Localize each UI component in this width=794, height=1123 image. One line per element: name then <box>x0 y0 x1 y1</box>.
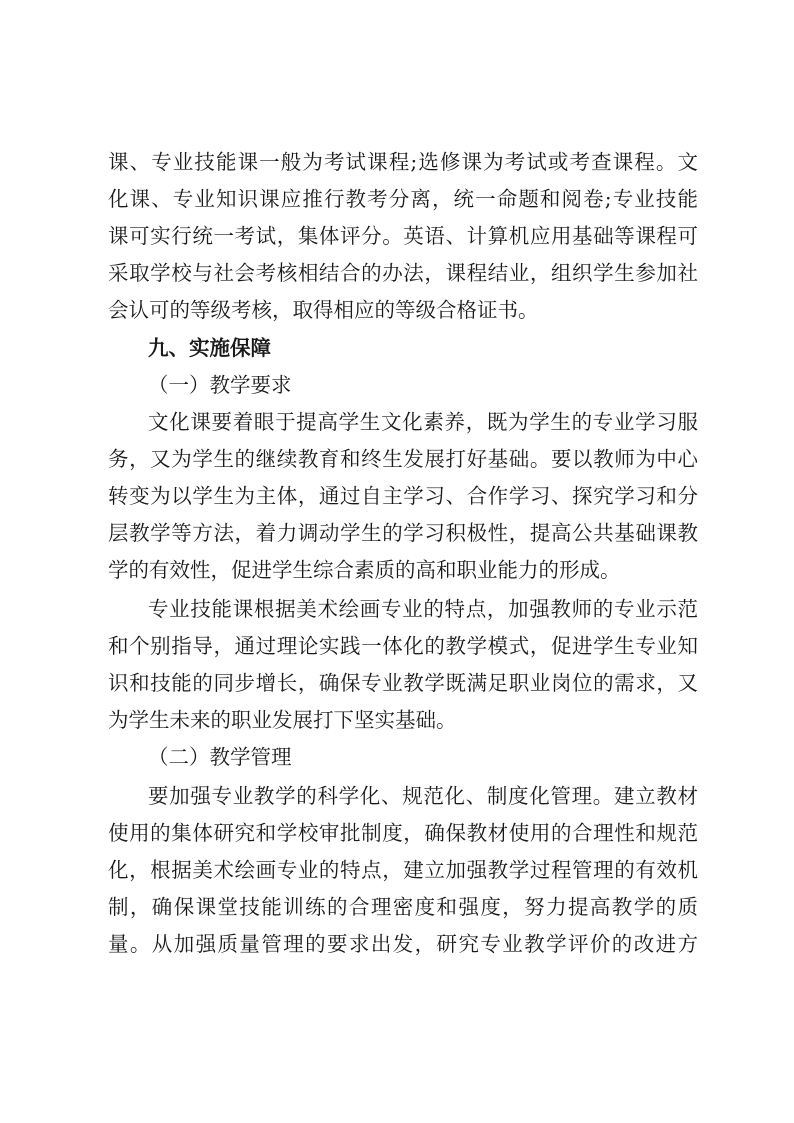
section-heading: 九、实施保障 <box>148 336 271 360</box>
para-line: 课可实行统一考试，集体评分。英语、计算机应用基础等课程可 <box>108 224 698 248</box>
para-line: 量。从加强质量管理的要求出发，研究专业教学评价的改进方 <box>108 932 698 956</box>
para-line-last: 为学生未来的职业发展打下坚实基础。 <box>108 708 457 732</box>
para-line: 和个别指导，通过理论实践一体化的教学模式，促进学生专业知 <box>108 634 698 658</box>
subsection-heading: （二）教学管理 <box>148 745 292 769</box>
para-line: 采取学校与社会考核相结合的办法，课程结业，组织学生参加社 <box>108 261 698 285</box>
para-line: 制，确保课堂技能训练的合理密度和强度，努力提高教学的质 <box>108 895 698 919</box>
subsection-heading: （一）教学要求 <box>148 373 292 397</box>
para-line: 转变为以学生为主体，通过自主学习、合作学习、探究学习和分 <box>108 484 698 508</box>
para-line: 课、专业技能课一般为考试课程;选修课为考试或考查课程。文 <box>108 150 698 174</box>
para-line-first: 文化课要着眼于提高学生文化素养，既为学生的专业学习服 <box>148 410 698 434</box>
para-line-first: 专业技能课根据美术绘画专业的特点，加强教师的专业示范 <box>148 597 698 621</box>
para-line: 层教学等方法，着力调动学生的学习积极性，提高公共基础课教 <box>108 521 698 545</box>
para-line: 化，根据美术绘画专业的特点，建立加强教学过程管理的有效机 <box>108 858 698 882</box>
para-line: 化课、专业知识课应推行教考分离，统一命题和阅卷;专业技能 <box>108 187 698 211</box>
para-line: 务，又为学生的继续教育和终生发展打好基础。要以教师为中心 <box>108 447 698 471</box>
para-line: 使用的集体研究和学校审批制度，确保教材使用的合理性和规范 <box>108 821 698 845</box>
para-line-last: 学的有效性，促进学生综合素质的高和职业能力的形成。 <box>108 558 621 582</box>
para-line-first: 要加强专业教学的科学化、规范化、制度化管理。建立教材 <box>148 784 698 808</box>
para-line: 识和技能的同步增长，确保专业教学既满足职业岗位的需求，又 <box>108 671 698 695</box>
para-line-last: 会认可的等级考核，取得相应的等级合格证书。 <box>108 298 539 322</box>
